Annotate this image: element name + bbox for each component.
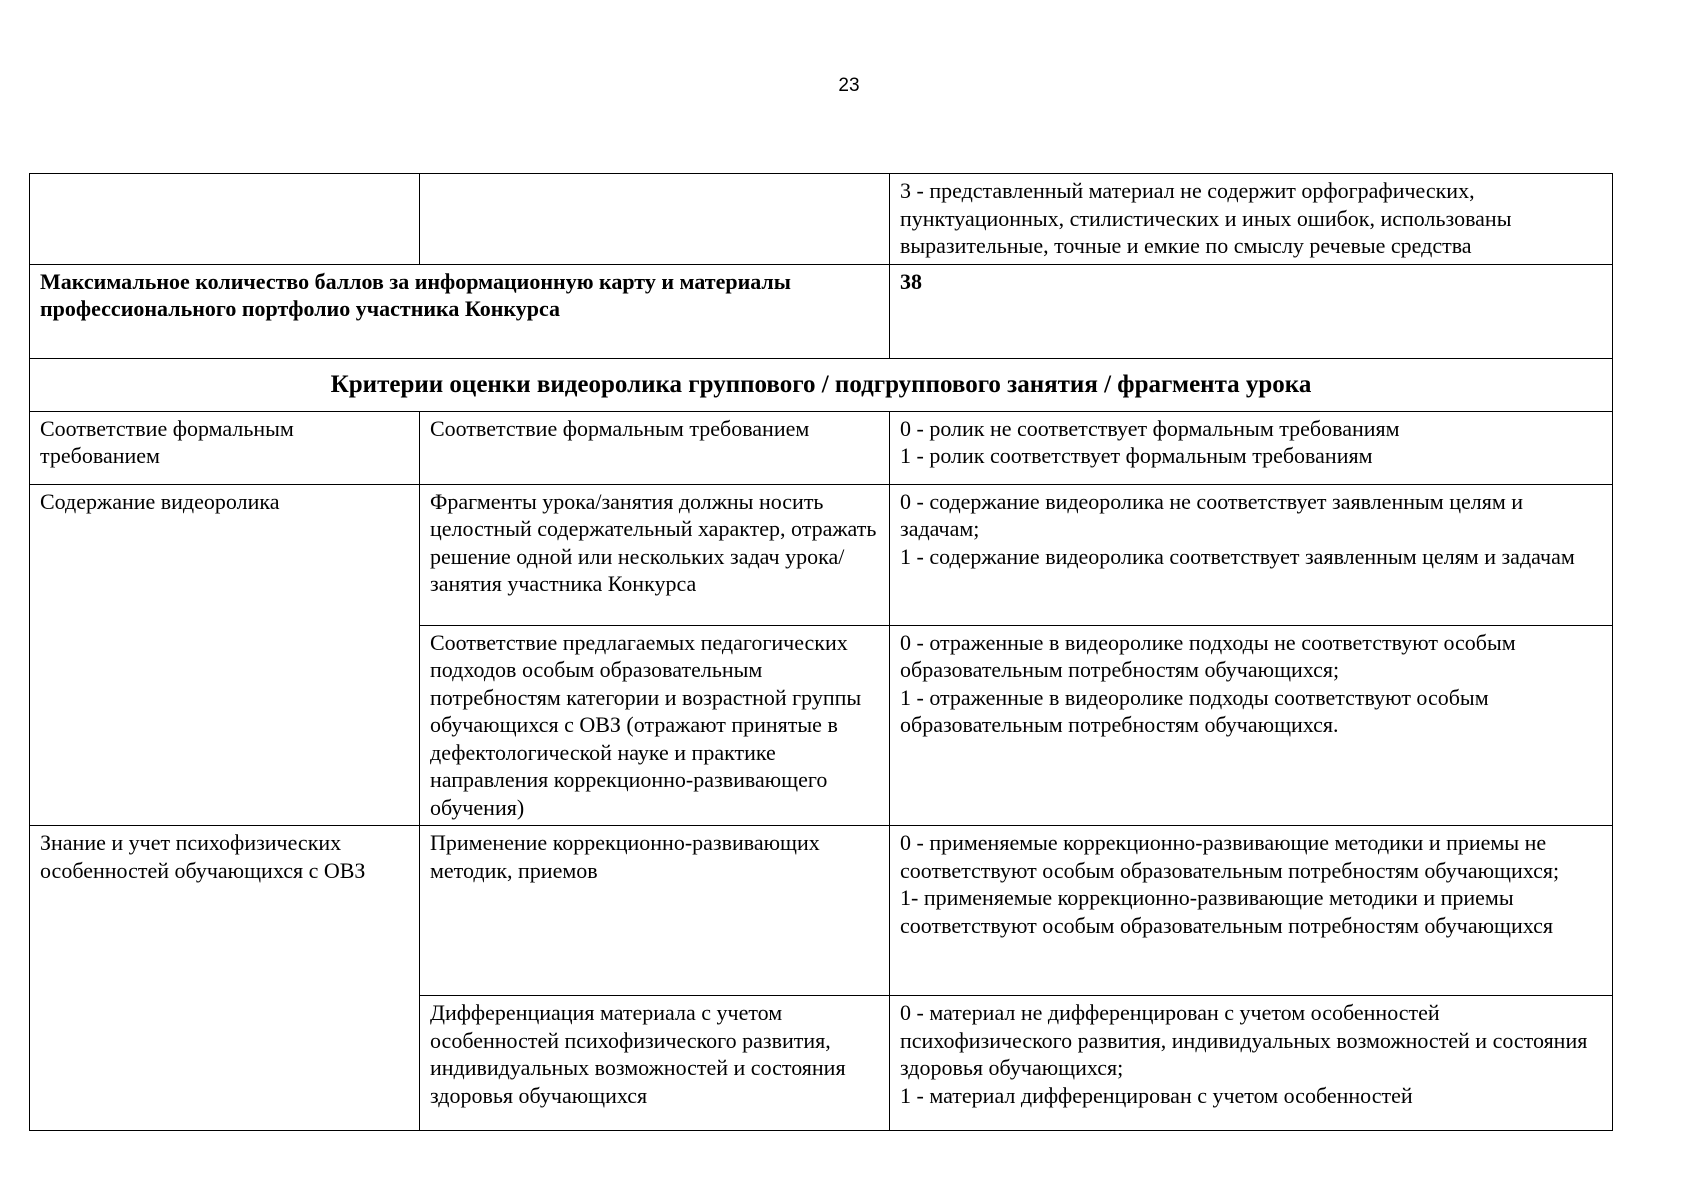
score-line-0: 0 - ролик не соответствует формальным требованиям bbox=[900, 415, 1400, 441]
section-title: Критерии оценки видеоролика группового / подгруппового занятия / фрагмента урока bbox=[30, 358, 1613, 411]
score-line-1: 1 - содержание видеоролика соответствует заявленным целям и задачам bbox=[900, 543, 1575, 569]
score-line-1: 1- применяемые коррекционно-развивающие методики и приемы соответствуют особым образовательным потребностям обучающихся bbox=[900, 885, 1554, 938]
score-line-0: 0 - материал не дифференцирован с учетом особенностей психофизического развития, индивидуальных возможностей и состояния здоровья обучающихся; bbox=[900, 1000, 1588, 1080]
section-header-row bbox=[30, 358, 1613, 411]
table-row bbox=[30, 484, 1613, 625]
score-line-0: 0 - отраженные в видеоролике подходы не соответствуют особым образовательным потребностям обучающихся; bbox=[900, 629, 1516, 682]
score-cell bbox=[890, 484, 1613, 625]
score-line-1: 1 - материал дифференцирован с учетом особенностей bbox=[900, 1082, 1413, 1108]
score-line-1: 1 - отраженные в видеоролике подходы соответствуют особым образовательным потребностям обучающихся. bbox=[900, 684, 1489, 737]
score-line-1: 1 - ролик соответствует формальным требованиям bbox=[900, 443, 1373, 468]
score-cell bbox=[890, 826, 1613, 996]
max-score-value: 38 bbox=[890, 264, 1613, 358]
page-number: 23 bbox=[838, 75, 860, 96]
criterion-cell: Знание и учет психофизических особенностей обучающихся с ОВЗ bbox=[30, 826, 420, 996]
criterion-cell: Соответствие формальным требованием bbox=[30, 411, 420, 484]
score-cell bbox=[890, 411, 1613, 484]
indicator-cell: Применение коррекционно-развивающих методик, приемов bbox=[420, 826, 890, 996]
table-row bbox=[30, 625, 1613, 826]
indicator-cell: Соответствие формальным требованием bbox=[420, 411, 890, 484]
table-row bbox=[30, 826, 1613, 996]
table-row bbox=[30, 996, 1613, 1131]
indicator-cell: Фрагменты урока/занятия должны носить целостный содержательный характер, отражать решение одной или нескольких задач урока/занятия участника Конкурса bbox=[420, 484, 890, 625]
criteria-table bbox=[29, 173, 1613, 1131]
max-score-label: Максимальное количество баллов за информационную карту и материалы профессионального портфолио участника Конкурса bbox=[30, 264, 890, 358]
empty-cell bbox=[30, 174, 420, 265]
score-cell: 3 - представленный материал не содержит орфографических, пунктуационных, стилистических и иных ошибок, использованы выразительные, точные и емкие по смыслу речевые средства bbox=[890, 174, 1613, 265]
score-cell bbox=[890, 996, 1613, 1131]
score-cell bbox=[890, 625, 1613, 826]
table-row bbox=[30, 411, 1613, 484]
max-score-row bbox=[30, 264, 1613, 358]
table-row bbox=[30, 174, 1613, 265]
criterion-cell: Содержание видеоролика bbox=[30, 484, 420, 625]
empty-cell bbox=[420, 174, 890, 265]
score-line-0: 0 - применяемые коррекционно-развивающие методики и приемы не соответствуют особым образовательным потребностям обучающихся; bbox=[900, 830, 1560, 883]
indicator-cell: Соответствие предлагаемых педагогических подходов особым образовательным потребностям категории и возрастной группы обучающихся с ОВЗ (отражают принятые в дефектологической науке и практике направления коррекционно-развивающего обучения) bbox=[420, 625, 890, 826]
indicator-cell: Дифференциация материала с учетом особенностей психофизического развития, индивидуальных возможностей и состояния здоровья обучающихся bbox=[420, 996, 890, 1131]
criterion-cell-continued bbox=[30, 625, 420, 826]
criterion-cell-continued bbox=[30, 996, 420, 1131]
score-line-0: 0 - содержание видеоролика не соответствует заявленным целям и задачам; bbox=[900, 488, 1524, 541]
